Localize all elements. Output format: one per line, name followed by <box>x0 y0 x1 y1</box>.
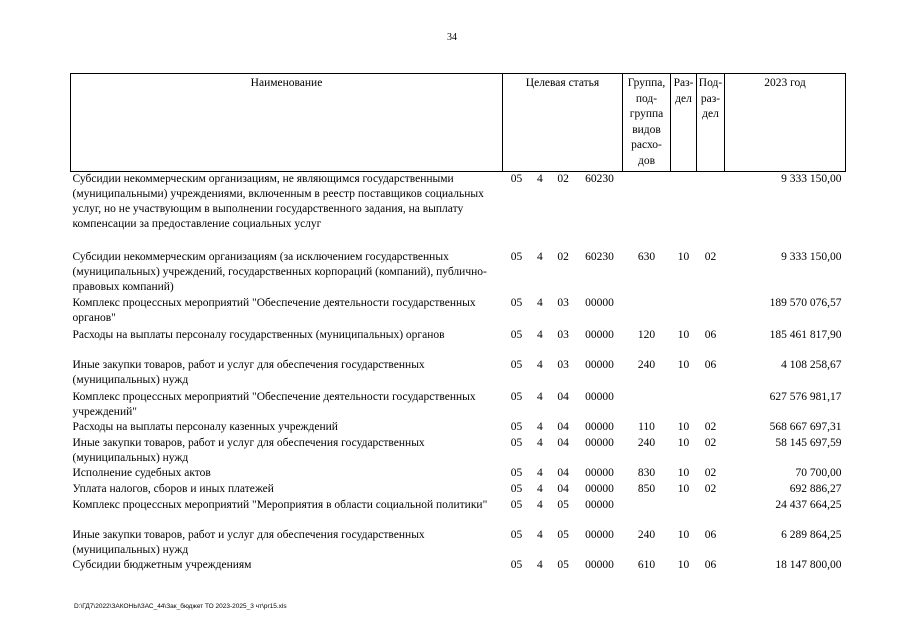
table-row <box>71 420 846 436</box>
row-name: Комплекс процессных мероприятий "Обеспечение деятельности государственных учреждений" <box>72 390 476 418</box>
row-target-article <box>503 436 623 466</box>
row-target-article <box>503 328 623 358</box>
target-article-part: 4 <box>536 250 543 263</box>
row-target-article <box>503 390 623 420</box>
row-expense-group: 240 <box>637 358 656 371</box>
target-article-part: 60230 <box>585 173 614 185</box>
target-article-part: 04 <box>557 420 569 433</box>
target-article-part: 60230 <box>585 250 614 263</box>
row-section: 10 <box>677 420 690 433</box>
row-section: 10 <box>677 358 690 371</box>
row-expense-group <box>623 296 671 328</box>
target-article-part: 05 <box>557 558 569 571</box>
table-row <box>71 296 846 328</box>
target-article-part: 00000 <box>585 328 614 341</box>
row-section: 10 <box>677 528 690 541</box>
row-expense-group: 240 <box>637 436 656 449</box>
table-row <box>71 498 846 528</box>
target-article-part: 05 <box>510 296 523 309</box>
row-subsection: 06 <box>704 328 717 341</box>
row-name: Расходы на выплаты персоналу казенных учреждений <box>72 420 338 433</box>
row-expense-group: 630 <box>637 250 656 263</box>
row-target-article <box>503 498 623 528</box>
target-article-part: 05 <box>510 466 523 479</box>
row-amount: 692 886,27 <box>789 482 842 495</box>
target-article-part: 05 <box>510 390 523 403</box>
target-article-part: 05 <box>510 250 523 263</box>
target-article-part: 4 <box>536 528 543 541</box>
row-target-article <box>503 558 623 578</box>
table-row <box>71 172 846 250</box>
row-subsection: 06 <box>704 358 717 371</box>
target-article-part: 02 <box>557 173 569 185</box>
row-target-article <box>503 528 623 558</box>
target-article-part: 04 <box>557 466 569 479</box>
target-article-part: 03 <box>557 358 569 371</box>
row-name: Субсидии бюджетным учреждениям <box>72 558 252 571</box>
target-article-part: 04 <box>557 482 569 495</box>
target-article-part: 4 <box>536 173 543 185</box>
target-article-part: 02 <box>557 250 569 263</box>
row-expense-group: 610 <box>637 558 656 571</box>
table-row <box>71 528 846 558</box>
target-article-part: 05 <box>510 173 523 185</box>
table-body <box>71 172 846 578</box>
row-amount: 185 461 817,90 <box>769 328 842 341</box>
row-name: Комплекс процессных мероприятий "Обеспечение деятельности государственных органов" <box>72 296 476 324</box>
table-row <box>71 436 846 466</box>
row-name: Исполнение судебных актов <box>72 466 211 479</box>
target-article-part: 05 <box>510 436 523 449</box>
row-subsection: 02 <box>704 482 717 495</box>
header-name: Наименование <box>71 74 503 172</box>
row-section <box>671 390 697 420</box>
row-amount: 6 289 864,25 <box>781 528 842 541</box>
row-amount: 627 576 981,17 <box>769 390 842 403</box>
row-name: Субсидии некоммерческим организациям (за исключением государственных (муниципальных) учреждений, государственных корпораций (компаний), публично-правовых компаний) <box>72 250 487 293</box>
target-article-part: 4 <box>536 436 543 449</box>
target-article-part: 4 <box>536 328 543 341</box>
target-article-part: 05 <box>510 498 523 511</box>
target-article-part: 4 <box>536 420 543 433</box>
row-subsection: 02 <box>704 466 717 479</box>
row-expense-group: 110 <box>638 420 655 433</box>
row-expense-group: 240 <box>637 528 656 541</box>
target-article-part: 05 <box>510 558 523 571</box>
target-article-part: 00000 <box>585 482 614 495</box>
target-article-part: 04 <box>557 390 569 403</box>
row-name: Иные закупки товаров, работ и услуг для обеспечения государственных (муниципальных) нужд <box>72 358 425 386</box>
budget-table <box>70 73 846 578</box>
target-article-part: 00000 <box>585 498 614 511</box>
row-subsection <box>697 296 725 328</box>
header-subsection: Под- раз- дел <box>697 74 725 172</box>
row-section <box>671 296 697 328</box>
row-target-article <box>503 296 623 328</box>
row-amount: 58 145 697,59 <box>775 436 842 449</box>
target-article-part: 4 <box>536 390 543 403</box>
row-name: Комплекс процессных мероприятий "Мероприятия в области социальной политики" <box>72 498 488 511</box>
target-article-part: 03 <box>557 328 569 341</box>
header-section: Раз- дел <box>671 74 697 172</box>
row-subsection <box>697 390 725 420</box>
target-article-part: 05 <box>557 498 569 511</box>
target-article-part: 00000 <box>585 420 614 433</box>
page-number: 34 <box>447 32 457 43</box>
target-article-part: 03 <box>557 296 569 309</box>
row-name: Расходы на выплаты персоналу государственных (муниципальных) органов <box>72 328 445 341</box>
row-amount: 9 333 150,00 <box>781 173 842 185</box>
row-section: 10 <box>677 466 690 479</box>
row-section: 10 <box>677 436 690 449</box>
target-article-part: 05 <box>510 482 523 495</box>
row-target-article <box>503 250 623 296</box>
row-expense-group: 850 <box>637 482 656 495</box>
row-subsection: 02 <box>704 420 717 433</box>
row-name: Иные закупки товаров, работ и услуг для обеспечения государственных (муниципальных) нужд <box>72 436 425 464</box>
row-target-article <box>503 466 623 482</box>
row-section <box>671 172 697 250</box>
target-article-part: 05 <box>510 528 523 541</box>
row-target-article <box>503 420 623 436</box>
row-subsection <box>697 172 725 250</box>
target-article-part: 00000 <box>585 296 614 309</box>
table-row <box>71 328 846 358</box>
row-name: Иные закупки товаров, работ и услуг для обеспечения государственных (муниципальных) нужд <box>72 528 425 556</box>
target-article-part: 00000 <box>585 390 614 403</box>
target-article-part: 00000 <box>585 436 614 449</box>
target-article-part: 00000 <box>585 558 614 571</box>
header-year: 2023 год <box>725 74 846 172</box>
row-amount: 70 700,00 <box>795 466 842 479</box>
row-amount: 4 108 258,67 <box>781 358 842 371</box>
row-target-article <box>503 482 623 498</box>
target-article-part: 4 <box>536 558 543 571</box>
row-expense-group <box>623 172 671 250</box>
table-row <box>71 390 846 420</box>
row-amount: 189 570 076,57 <box>769 296 842 309</box>
table-row <box>71 466 846 482</box>
row-target-article <box>503 172 623 250</box>
target-article-part: 4 <box>536 466 543 479</box>
target-article-part: 4 <box>536 358 543 371</box>
target-article-part: 4 <box>536 296 543 309</box>
row-subsection <box>697 498 725 528</box>
row-expense-group <box>623 390 671 420</box>
row-subsection: 06 <box>704 558 717 571</box>
target-article-part: 4 <box>536 498 543 511</box>
target-article-part: 05 <box>510 328 523 341</box>
row-expense-group: 120 <box>637 328 656 341</box>
row-amount: 24 437 664,25 <box>775 498 842 511</box>
target-article-part: 05 <box>510 420 523 433</box>
budget-table-container <box>70 73 845 578</box>
table-row <box>71 558 846 578</box>
row-section <box>671 498 697 528</box>
row-subsection: 02 <box>704 436 717 449</box>
row-section: 10 <box>677 250 690 263</box>
target-article-part: 00000 <box>585 358 614 371</box>
row-target-article <box>503 358 623 390</box>
target-article-part: 4 <box>536 482 543 495</box>
target-article-part: 05 <box>557 528 569 541</box>
row-amount: 9 333 150,00 <box>781 250 842 263</box>
row-subsection: 02 <box>704 250 717 263</box>
row-subsection: 06 <box>704 528 717 541</box>
header-target-article: Целевая статья <box>503 74 623 172</box>
header-expense-group: Группа, под- группа видов расхо- дов <box>623 74 671 172</box>
row-name: Уплата налогов, сборов и иных платежей <box>72 482 274 495</box>
table-row <box>71 358 846 390</box>
row-section: 10 <box>677 482 690 495</box>
row-amount: 568 667 697,31 <box>769 420 842 433</box>
table-header-row <box>71 74 846 172</box>
table-row <box>71 482 846 498</box>
table-row <box>71 250 846 296</box>
row-amount: 18 147 800,00 <box>775 558 842 571</box>
row-section: 10 <box>677 328 690 341</box>
target-article-part: 00000 <box>585 528 614 541</box>
row-expense-group: 830 <box>637 466 656 479</box>
row-name: Субсидии некоммерческим организациям, не являющимся государственными (муниципальными) учреждениями, включенным в реестр поставщиков социальных услуг, но не участвующим в выполнении государственного задания, на выплату компенсации за предоставление социальных услуг <box>72 173 484 230</box>
row-expense-group <box>623 498 671 528</box>
row-section: 10 <box>677 558 690 571</box>
footer-file-path: D:\ГД7\2022\ЗАКОНЫ\ЗАС_44\Зак_бюджет ТО 2023-2025_3 чт\pr15.xls <box>74 603 287 610</box>
target-article-part: 05 <box>510 358 523 371</box>
target-article-part: 04 <box>557 436 569 449</box>
target-article-part: 00000 <box>585 466 614 479</box>
